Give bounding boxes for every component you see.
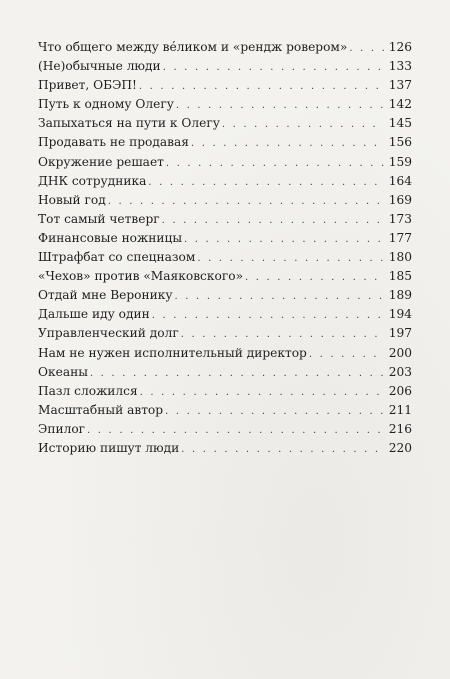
toc-entry-title: Штрафбат со спецназом xyxy=(38,250,196,265)
toc-entry xyxy=(38,97,412,116)
dot-leader xyxy=(162,215,384,226)
toc-entry-title: Эпилог xyxy=(38,421,86,436)
toc-entry-page: 159 xyxy=(388,154,412,169)
toc-entry-title: Историю пишут люди xyxy=(38,440,180,455)
toc-entry-page: 197 xyxy=(388,326,412,341)
toc-entry-title: Управленческий долг xyxy=(38,326,179,341)
toc-entry-title: Запыхаться на пути к Олегу xyxy=(38,116,220,131)
toc-entry-title: Масштабный автор xyxy=(38,402,164,417)
toc-entry-title: Отдай мне Веронику xyxy=(38,288,173,303)
toc-entry-title: (Не)обычные люди xyxy=(38,59,161,74)
toc-entry-page: 177 xyxy=(388,230,412,245)
toc-entry-title: Тот самый четверг xyxy=(38,211,160,226)
dot-leader xyxy=(139,81,384,92)
toc-entry-page: 164 xyxy=(388,173,412,188)
dot-leader xyxy=(152,310,384,321)
dot-leader xyxy=(148,177,384,188)
toc-entry xyxy=(38,212,412,231)
dot-leader xyxy=(181,329,384,340)
toc-entry xyxy=(38,250,412,269)
toc-entry xyxy=(38,384,412,403)
toc-entry-page: 137 xyxy=(388,78,412,93)
toc-entry xyxy=(38,40,412,59)
toc-entry-page: 180 xyxy=(388,250,412,265)
dot-leader xyxy=(176,100,384,111)
toc-entry xyxy=(38,346,412,365)
toc-entry xyxy=(38,269,412,288)
toc-entry xyxy=(38,59,412,78)
toc-entry-page: 189 xyxy=(388,288,412,303)
dot-leader xyxy=(90,368,384,379)
toc-entry-title: «Чехов» против «Маяковского» xyxy=(38,269,244,284)
dot-leader xyxy=(222,119,384,130)
toc-entry xyxy=(38,135,412,154)
dot-leader xyxy=(165,406,384,417)
table-of-contents xyxy=(38,40,412,460)
toc-entry xyxy=(38,441,412,460)
toc-entry-page: 206 xyxy=(388,383,412,398)
dot-leader xyxy=(166,158,384,169)
dot-leader xyxy=(108,196,384,207)
toc-entry-title: Океаны xyxy=(38,364,88,379)
dot-leader xyxy=(181,444,384,455)
dot-leader xyxy=(87,425,384,436)
toc-entry-page: 145 xyxy=(388,116,412,131)
toc-entry-title: Финансовые ножницы xyxy=(38,230,183,245)
toc-entry-page: 220 xyxy=(388,440,412,455)
toc-entry xyxy=(38,116,412,135)
toc-entry-page: 142 xyxy=(388,97,412,112)
toc-entry xyxy=(38,78,412,97)
toc-entry-title: Дальше иду один xyxy=(38,307,150,322)
toc-entry-page: 156 xyxy=(388,135,412,150)
toc-entry-title: Продавать не продавая xyxy=(38,135,189,150)
dot-leader xyxy=(175,291,384,302)
toc-entry xyxy=(38,155,412,174)
dot-leader xyxy=(140,387,384,398)
toc-entry-title: Новый год xyxy=(38,192,106,207)
toc-entry-page: 126 xyxy=(388,40,412,54)
toc-entry-page: 200 xyxy=(388,345,412,360)
toc-entry-title: Нам не нужен исполнительный директор xyxy=(38,345,307,360)
dot-leader xyxy=(309,349,384,360)
toc-entry-title: Пазл сложился xyxy=(38,383,138,398)
toc-entry xyxy=(38,326,412,345)
toc-entry xyxy=(38,307,412,326)
dot-leader xyxy=(191,138,384,149)
toc-entry xyxy=(38,193,412,212)
toc-entry-title: Окружение решает xyxy=(38,154,164,169)
toc-entry-title: Путь к одному Олегу xyxy=(38,97,174,112)
toc-entry-page: 203 xyxy=(388,364,412,379)
dot-leader xyxy=(245,272,384,283)
toc-entry-page: 185 xyxy=(388,269,412,284)
toc-entry xyxy=(38,231,412,250)
dot-leader xyxy=(197,253,384,264)
toc-entry-title: ДНК сотрудника xyxy=(38,173,147,188)
toc-entry-page: 173 xyxy=(388,211,412,226)
toc-entry xyxy=(38,365,412,384)
dot-leader xyxy=(163,62,384,73)
toc-entry-page: 211 xyxy=(388,402,412,417)
toc-entry-page: 169 xyxy=(388,192,412,207)
toc-entry-title: Привет, ОБЭП! xyxy=(38,78,137,93)
toc-entry-page: 194 xyxy=(388,307,412,322)
toc-entry xyxy=(38,174,412,193)
dot-leader xyxy=(184,234,384,245)
toc-entry xyxy=(38,288,412,307)
toc-entry xyxy=(38,422,412,441)
toc-entry-page: 216 xyxy=(388,421,412,436)
toc-entry-title: Что общего между вéликом и «рендж ровером» xyxy=(38,40,348,54)
dot-leader xyxy=(349,43,384,54)
toc-entry-page: 133 xyxy=(388,59,412,74)
toc-entry xyxy=(38,403,412,422)
